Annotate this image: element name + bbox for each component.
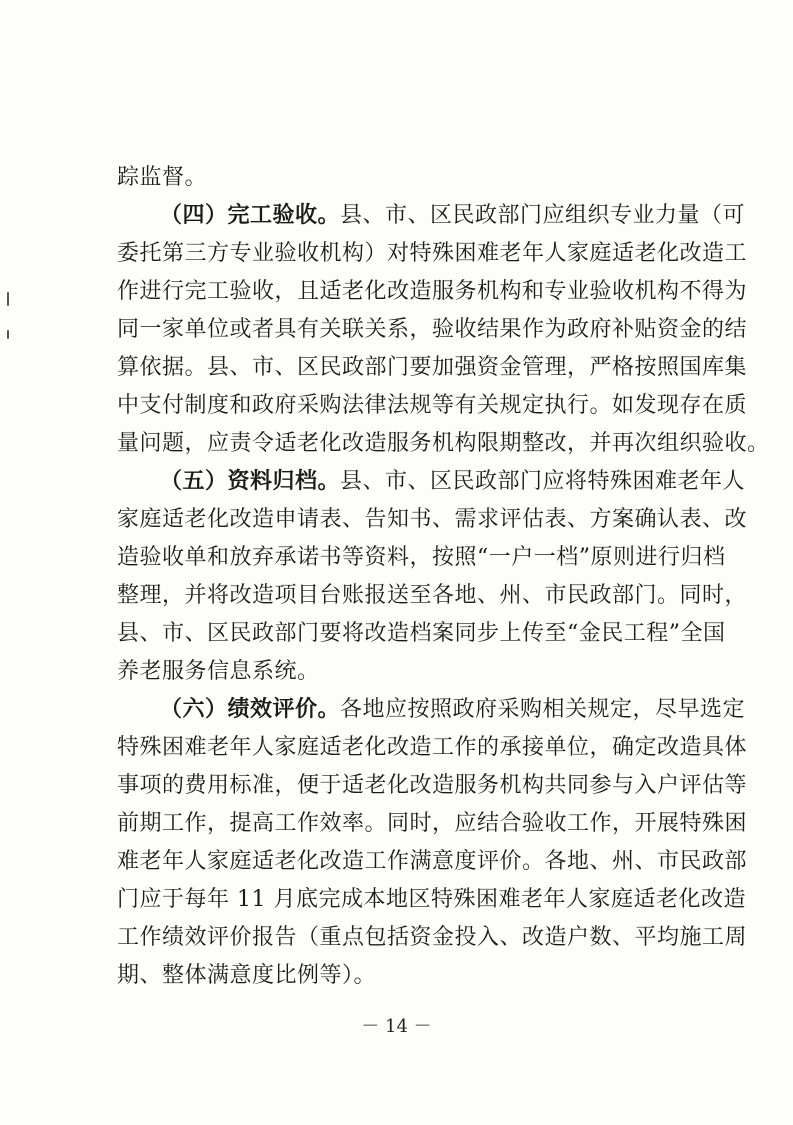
section-6-text: 各地应按照政府采购相关规定，尽早选定 [340, 697, 746, 722]
body-line: 整理，并将改造项目台账报送至各地、州、市民政部门。同时， [117, 583, 748, 608]
section-6-first-line [160, 690, 746, 730]
body-line: 事项的费用标准，便于适老化改造服务机构共同参与入户评估等 [117, 773, 748, 798]
body-line: 作进行完工验收，且适老化改造服务机构和专业验收机构不得为 [117, 279, 748, 304]
body-line: 同一家单位或者具有关联关系，验收结果作为政府补贴资金的结 [117, 317, 748, 342]
section-4-first-line [160, 196, 746, 236]
section-5-text: 县、市、区民政部门应将特殊困难老年人 [340, 469, 746, 494]
body-line: 工作绩效评价报告（重点包括资金投入、改造户数、平均施工周 [117, 925, 748, 950]
section-5-first-line [160, 462, 746, 502]
binding-hole-mark [7, 330, 9, 339]
body-line: 中支付制度和政府采购法律法规等有关规定执行。如发现存在质 [117, 393, 748, 418]
section-4-heading: （四）完工验收。 [160, 203, 341, 228]
body-line: 养老服务信息系统。 [117, 659, 320, 684]
body-line: 算依据。县、市、区民政部门要加强资金管理，严格按照国库集 [117, 355, 748, 380]
body-line: 难老年人家庭适老化改造工作满意度评价。各地、州、市民政部 [117, 849, 748, 874]
body-line: 量问题，应责令适老化改造服务机构限期整改，并再次组织验收。 [117, 431, 770, 456]
body-line: 委托第三方专业验收机构）对特殊困难老年人家庭适老化改造工 [117, 241, 748, 266]
body-line: 门应于每年 11 月底完成本地区特殊困难老年人家庭适老化改造 [117, 887, 746, 912]
section-4-text: 县、市、区民政部门应组织专业力量（可 [340, 203, 746, 228]
body-line: 特殊困难老年人家庭适老化改造工作的承接单位，确定改造具体 [117, 735, 748, 760]
binding-hole-mark [7, 292, 9, 306]
body-line: 县、市、区民政部门要将改造档案同步上传至“金民工程”全国 [117, 621, 726, 646]
body-line: 前期工作，提高工作效率。同时，应结合验收工作，开展特殊困 [117, 811, 748, 836]
section-6-heading: （六）绩效评价。 [160, 697, 341, 722]
page-number: － 14 － [361, 1016, 432, 1037]
section-5-heading: （五）资料归档。 [160, 469, 341, 494]
body-line: 期、整体满意度比例等）。 [117, 963, 377, 988]
body-line: 家庭适老化改造申请表、告知书、需求评估表、方案确认表、改 [117, 507, 748, 532]
body-line: 踪监督。 [117, 165, 208, 190]
body-line: 造验收单和放弃承诺书等资料，按照“一户一档”原则进行归档 [117, 545, 726, 570]
